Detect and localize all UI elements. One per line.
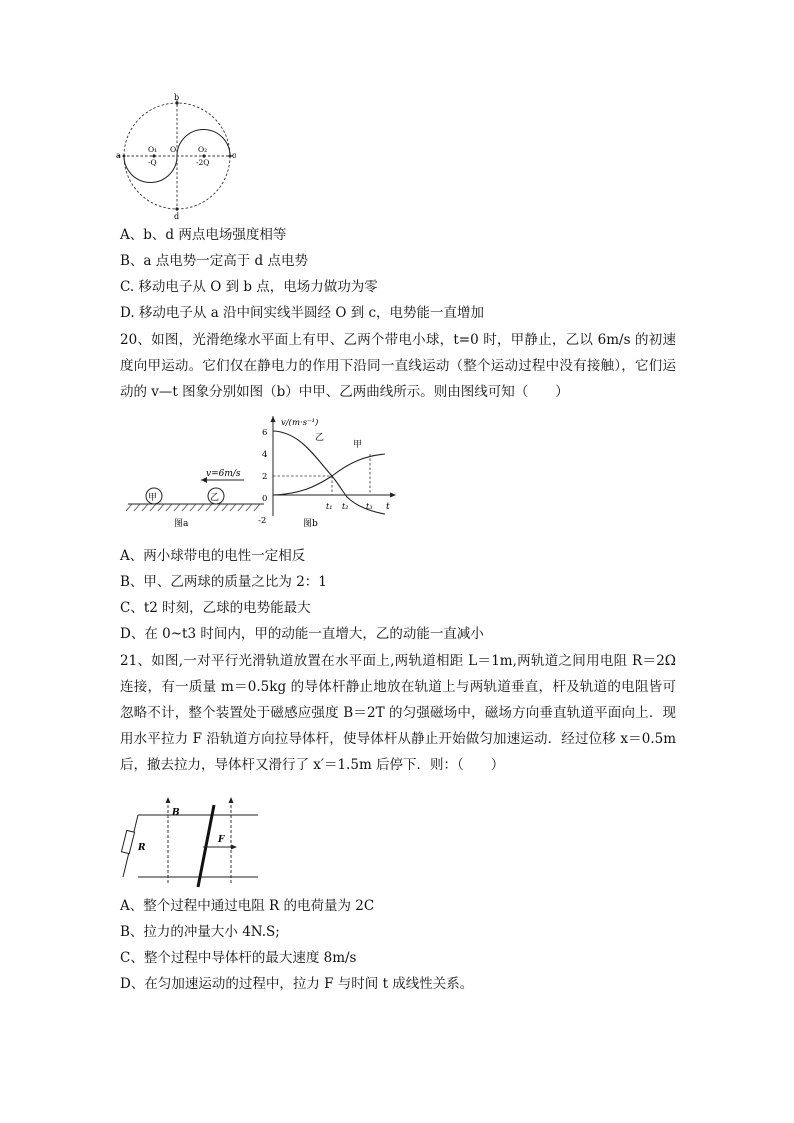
label-b-field: B xyxy=(172,808,180,818)
label-a: a xyxy=(116,151,121,160)
q20-option-c: C、t2 时刻，乙球的电势能最大 xyxy=(120,600,311,616)
q20-stem: 20、如图，光滑绝缘水平面上有甲、乙两个带电小球，t=0 时，甲静止，乙以 6m/s 的初速度向甲运动。它们仅在静电力的作用下沿同一直线运动（整个运动过程中没有接触），它们运动的 v—t 图象分别如图（b）中甲、乙两曲线所示。则由图线可知（ ） xyxy=(120,332,676,400)
curve-yi-label: 乙 xyxy=(315,433,325,443)
q21-option-a: A、整个过程中通过电阻 R 的电荷量为 2C xyxy=(120,898,375,914)
vt-xtick-t2: t₂ xyxy=(342,502,349,511)
vt-xlabel: t xyxy=(386,502,390,512)
vt-ytick-6: 6 xyxy=(262,428,268,438)
figure-q20-a xyxy=(126,454,266,528)
q20-option-a: A、两小球带电的电性一定相反 xyxy=(120,548,306,564)
vt-ytick-0: 0 xyxy=(262,494,268,504)
ball-yi-label: 乙 xyxy=(210,493,220,503)
vt-ytick-2: 2 xyxy=(262,472,268,482)
vt-ytick-4: 4 xyxy=(262,450,268,460)
figure-q21-rails xyxy=(118,795,263,890)
q19-option-b: B、a 点电势一定高于 d 点电势 xyxy=(120,253,308,269)
label-c: c xyxy=(232,151,237,160)
q20-option-b: B、甲、乙两球的质量之比为 2：1 xyxy=(120,574,327,590)
label-b: b xyxy=(174,93,180,102)
vt-ylabel: v/(m·s⁻¹) xyxy=(281,418,319,428)
q21-stem: 21、如图,一对平行光滑轨道放置在水平面上,两轨道相距 L＝1m,两轨道之间用电阻 R＝2Ω 连接，有一质量 m＝0.5kg 的导体杆静止地放在轨道上与两轨道垂直，杆及轨道的电阻皆可忽略不计，整个装置处于磁感应强度 B＝2T 的匀强磁场中，磁场方向垂直轨道平面向上．现用水平拉力 F 沿轨道方向拉导体杆，使导体杆从静止开始做匀加速运动．经过位移 x＝0.5m 后，撤去拉力，导体杆又滑行了 x′＝1.5m 后停下．则：（ ） xyxy=(120,653,676,773)
figure-a-caption: 图a xyxy=(174,519,189,528)
curve-jia-label: 甲 xyxy=(353,440,363,450)
q19-option-a: A、b、d 两点电场强度相等 xyxy=(120,227,287,243)
label-r: R xyxy=(138,843,146,853)
velocity-label: v=6m/s xyxy=(206,469,241,479)
vt-xtick-t3: t₃ xyxy=(366,502,373,511)
label-charge-q2: -2Q xyxy=(196,158,210,167)
q21-option-d: D、在匀加速运动的过程中，拉力 F 与时间 t 成线性关系。 xyxy=(120,976,474,992)
q19-option-c: C. 移动电子从 O 到 b 点，电场力做功为零 xyxy=(120,279,378,295)
vt-xtick-t1: t₁ xyxy=(326,502,333,511)
label-f: F xyxy=(218,835,225,845)
label-o1: O₁ xyxy=(148,145,158,154)
q21-option-c: C、整个过程中导体杆的最大速度 8m/s xyxy=(120,950,357,966)
figure-b-caption: 图b xyxy=(303,519,318,529)
label-o: O xyxy=(170,145,177,154)
label-charge-q1: -Q xyxy=(148,158,157,167)
q21-option-b: B、拉力的冲量大小 4N.S; xyxy=(120,924,280,940)
label-d: d xyxy=(174,212,180,220)
figure-charge-circle xyxy=(112,92,242,220)
vt-ytick-neg2: -2 xyxy=(258,516,267,526)
q19-option-d: D. 移动电子从 a 沿中间实线半圆经 O 到 c，电势能一直增加 xyxy=(120,305,485,321)
label-o2: O₂ xyxy=(198,145,208,154)
q20-option-d: D、在 0~t3 时间内，甲的动能一直增大，乙的动能一直减小 xyxy=(120,626,484,642)
figure-q20-b-vt-graph xyxy=(255,412,400,532)
ball-jia-label: 甲 xyxy=(148,493,158,503)
